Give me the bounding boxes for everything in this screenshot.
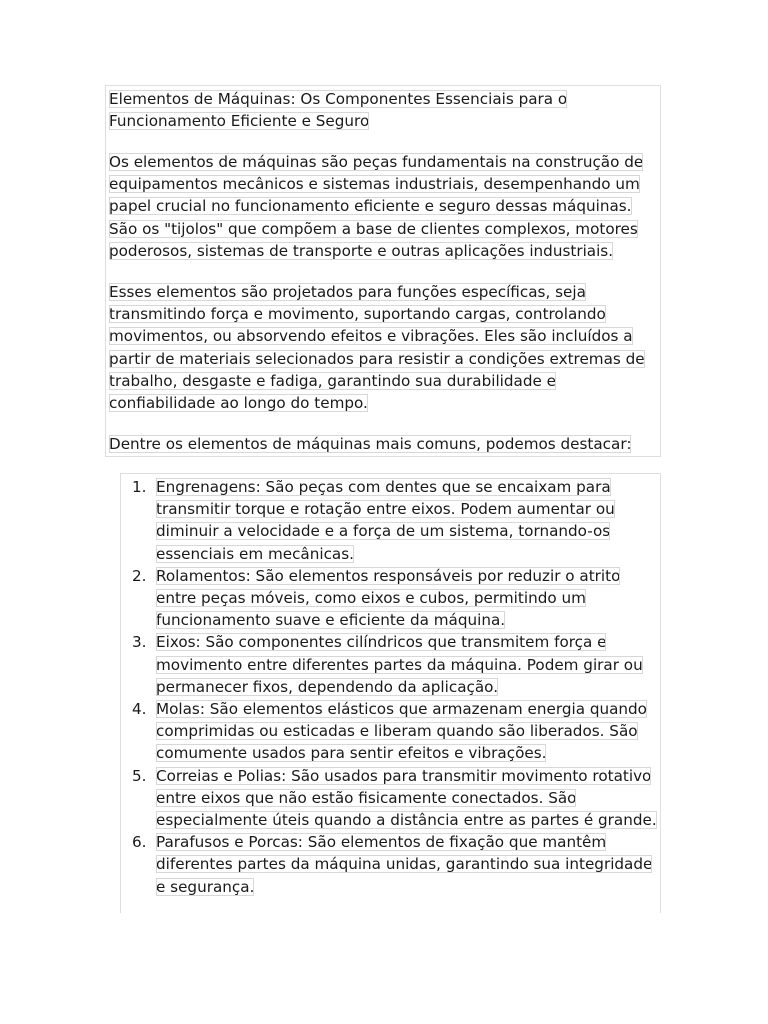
list-item-rolamentos — [120, 565, 661, 632]
list-item-eixos — [120, 631, 661, 698]
list-item-line: especialmente úteis quando a distância entre as partes é grande. — [156, 811, 657, 830]
paragraph-line: Dentre os elementos de máquinas mais comuns, podemos destacar: — [109, 435, 632, 453]
list-item-line: Correias e Polias: São usados para transmitir movimento rotativo — [156, 766, 652, 785]
list-item-line: funcionamento suave e eficiente da máquina. — [156, 611, 506, 630]
paragraph-intro — [109, 151, 643, 262]
list-item-line: permanecer fixos, dependendo da aplicação. — [156, 677, 499, 696]
list-item-line: Eixos: São componentes cilíndricos que transmitem força e — [156, 633, 607, 652]
list-item-line: diminuir a velocidade e a força de um sistema, tornando-os — [156, 522, 611, 541]
paragraph-line: São os "tijolos" que compõem a base de clientes complexos, motores — [109, 219, 638, 238]
title-line: Funcionamento Eficiente e Seguro — [109, 112, 370, 131]
list-number: 5. — [132, 766, 147, 785]
paragraph-line: equipamentos mecânicos e sistemas industriais, desempenhando um — [109, 175, 640, 194]
list-number: 4. — [132, 700, 147, 719]
paragraph-line: partir de materiais selecionados para resistir a condições extremas de — [109, 349, 645, 368]
list-item-line: movimento entre diferentes partes da máquina. Podem girar ou — [156, 655, 643, 674]
list-item-line: essenciais em mecânicas. — [156, 544, 354, 563]
list-item-line: entre peças móveis, como eixos e cubos, permitindo um — [156, 589, 586, 608]
document-title — [109, 88, 567, 132]
list-item-line: transmitir torque e rotação entre eixos. Podem aumentar ou — [156, 500, 615, 519]
list-item-line: entre eixos que não estão fisicamente conectados. São — [156, 788, 577, 807]
list-number: 2. — [132, 566, 147, 585]
list-item-line: Engrenagens: São peças com dentes que se encaixam para — [156, 478, 611, 496]
paragraph-line: papel crucial no funcionamento eficiente e seguro dessas máquinas. — [109, 197, 632, 216]
list-item-line: diferentes partes da máquina unidas, garantindo sua integridade — [156, 855, 653, 874]
list-item-line: e segurança. — [156, 877, 255, 896]
list-item-line: Parafusos e Porcas: São elementos de fixação que mantêm — [156, 833, 607, 852]
title-line: Elementos de Máquinas: Os Componentes Essenciais para o — [109, 90, 568, 108]
list-number: 3. — [132, 633, 147, 652]
list-item-correias-polias — [120, 765, 661, 832]
paragraph-line: movimentos, ou absorvendo efeitos e vibrações. Eles são incluídos a — [109, 327, 633, 346]
paragraph-line: trabalho, desgaste e fadiga, garantindo sua durabilidade e — [109, 371, 556, 390]
list-item-line: Molas: São elementos elásticos que armazenam energia quando — [156, 700, 647, 719]
paragraph-line: Esses elementos são projetados para funções específicas, seja — [109, 283, 586, 301]
list-item-parafusos-porcas — [120, 831, 661, 898]
paragraph-line: confiabilidade ao longo do tempo. — [109, 394, 368, 413]
paragraph-lead-in — [109, 433, 631, 455]
list-number: 6. — [132, 833, 147, 852]
paragraph-line: poderosos, sistemas de transporte e outras aplicações industriais. — [109, 241, 614, 260]
list-item-line: Rolamentos: São elementos responsáveis por reduzir o atrito — [156, 566, 621, 585]
list-item-molas — [120, 698, 661, 765]
paragraph-line: Os elementos de máquinas são peças fundamentais na construção de — [109, 153, 644, 171]
machine-elements-list — [120, 476, 661, 898]
list-item-line: comumente usados para sentir efeitos e vibrações. — [156, 744, 547, 763]
list-item-line: comprimidas ou esticadas e liberam quando são liberados. São — [156, 722, 638, 741]
list-item-engrenagens — [120, 476, 661, 565]
list-number: 1. — [132, 478, 147, 496]
paragraph-functions — [109, 281, 645, 414]
paragraph-line: transmitindo força e movimento, suportando cargas, controlando — [109, 305, 606, 324]
